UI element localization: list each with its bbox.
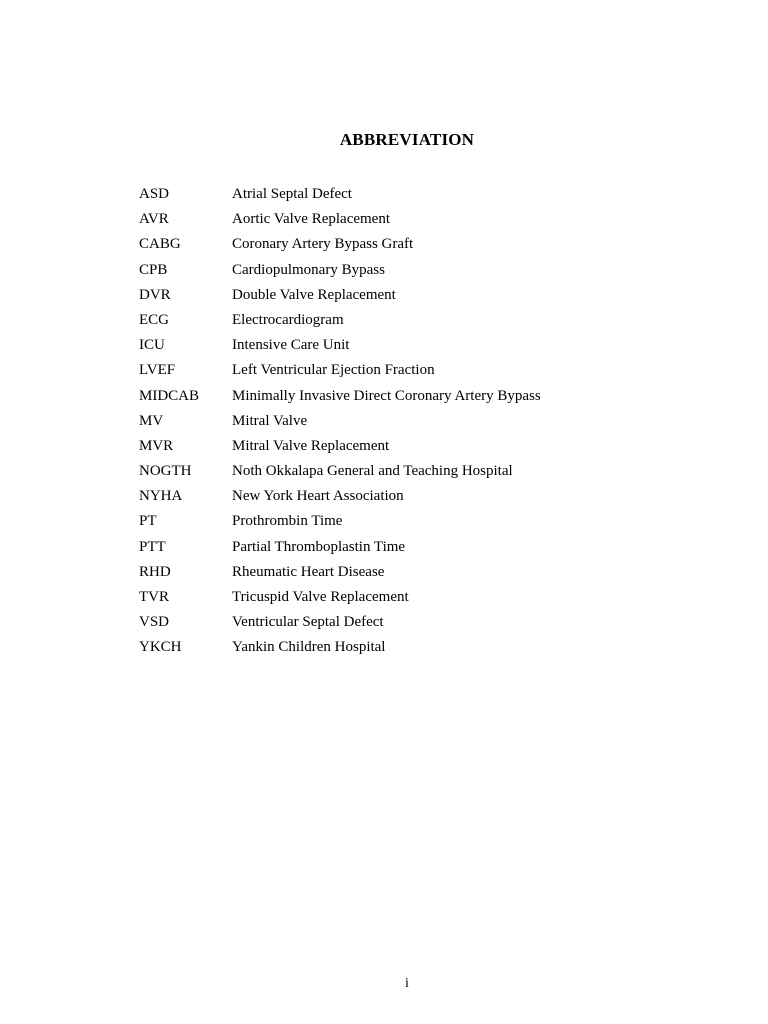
abbreviation-definition: Minimally Invasive Direct Coronary Artery Bypass — [232, 387, 541, 404]
abbreviation-definition: Coronary Artery Bypass Graft — [232, 236, 414, 253]
list-item — [139, 637, 699, 662]
list-item — [139, 184, 699, 209]
abbreviation-term: MV — [139, 412, 164, 429]
abbreviation-definition: Mitral Valve — [232, 412, 308, 429]
abbreviation-term: CABG — [139, 236, 181, 253]
list-item — [139, 411, 699, 436]
abbreviation-definition: New York Heart Association — [232, 488, 404, 505]
abbreviation-definition: Electrocardiogram — [232, 311, 344, 328]
list-item — [139, 587, 699, 612]
abbreviation-definition: Double Valve Replacement — [232, 286, 396, 303]
abbreviation-definition: Mitral Valve Replacement — [232, 437, 390, 454]
list-item — [139, 436, 699, 461]
abbreviation-term: NYHA — [139, 488, 183, 505]
abbreviation-term: TVR — [139, 589, 169, 605]
abbreviation-term: MVR — [139, 437, 174, 454]
abbreviation-term: NOGTH — [139, 463, 192, 480]
list-item — [139, 461, 699, 486]
abbreviation-term: VSD — [139, 614, 170, 631]
abbreviation-term: YKCH — [139, 639, 182, 656]
abbreviation-term: PT — [139, 513, 157, 530]
abbreviation-term: AVR — [139, 211, 169, 228]
abbreviation-definition: Rheumatic Heart Disease — [232, 563, 385, 580]
list-item — [139, 612, 699, 637]
abbreviation-definition: Ventricular Septal Defect — [232, 614, 384, 631]
list-item — [139, 386, 699, 411]
list-item — [139, 537, 699, 562]
list-item — [139, 511, 699, 536]
abbreviation-term: MIDCAB — [139, 387, 200, 404]
list-item — [139, 562, 699, 587]
list-item — [139, 335, 699, 360]
list-item — [139, 486, 699, 511]
abbreviation-definition: Yankin Children Hospital — [232, 639, 386, 656]
abbreviation-term: ASD — [139, 186, 170, 202]
abbreviation-definition: Partial Thromboplastin Time — [232, 538, 406, 555]
abbreviation-definition: Aortic Valve Replacement — [232, 211, 390, 228]
abbreviation-term: DVR — [139, 286, 171, 303]
abbreviation-definition: Left Ventricular Ejection Fraction — [232, 362, 435, 379]
abbreviation-term: ECG — [139, 311, 169, 328]
list-item — [139, 234, 699, 259]
abbreviation-list — [139, 184, 699, 663]
abbreviation-definition: Tricuspid Valve Replacement — [232, 589, 409, 605]
abbreviation-definition: Cardiopulmonary Bypass — [232, 261, 385, 278]
list-item — [139, 260, 699, 285]
list-item — [139, 310, 699, 335]
page-title: ABBREVIATION — [339, 130, 475, 149]
abbreviation-definition: Intensive Care Unit — [232, 337, 350, 354]
abbreviation-definition: Noth Okkalapa General and Teaching Hospital — [232, 463, 513, 480]
page-number: i — [405, 976, 409, 991]
abbreviation-term: LVEF — [139, 362, 176, 379]
list-item — [139, 285, 699, 310]
abbreviation-definition: Prothrombin Time — [232, 513, 343, 530]
abbreviation-term: PTT — [139, 538, 166, 555]
abbreviation-term: ICU — [139, 337, 165, 354]
abbreviation-definition: Atrial Septal Defect — [232, 186, 352, 202]
list-item — [139, 360, 699, 385]
abbreviation-term: CPB — [139, 261, 168, 278]
list-item — [139, 209, 699, 234]
abbreviation-term: RHD — [139, 563, 171, 580]
